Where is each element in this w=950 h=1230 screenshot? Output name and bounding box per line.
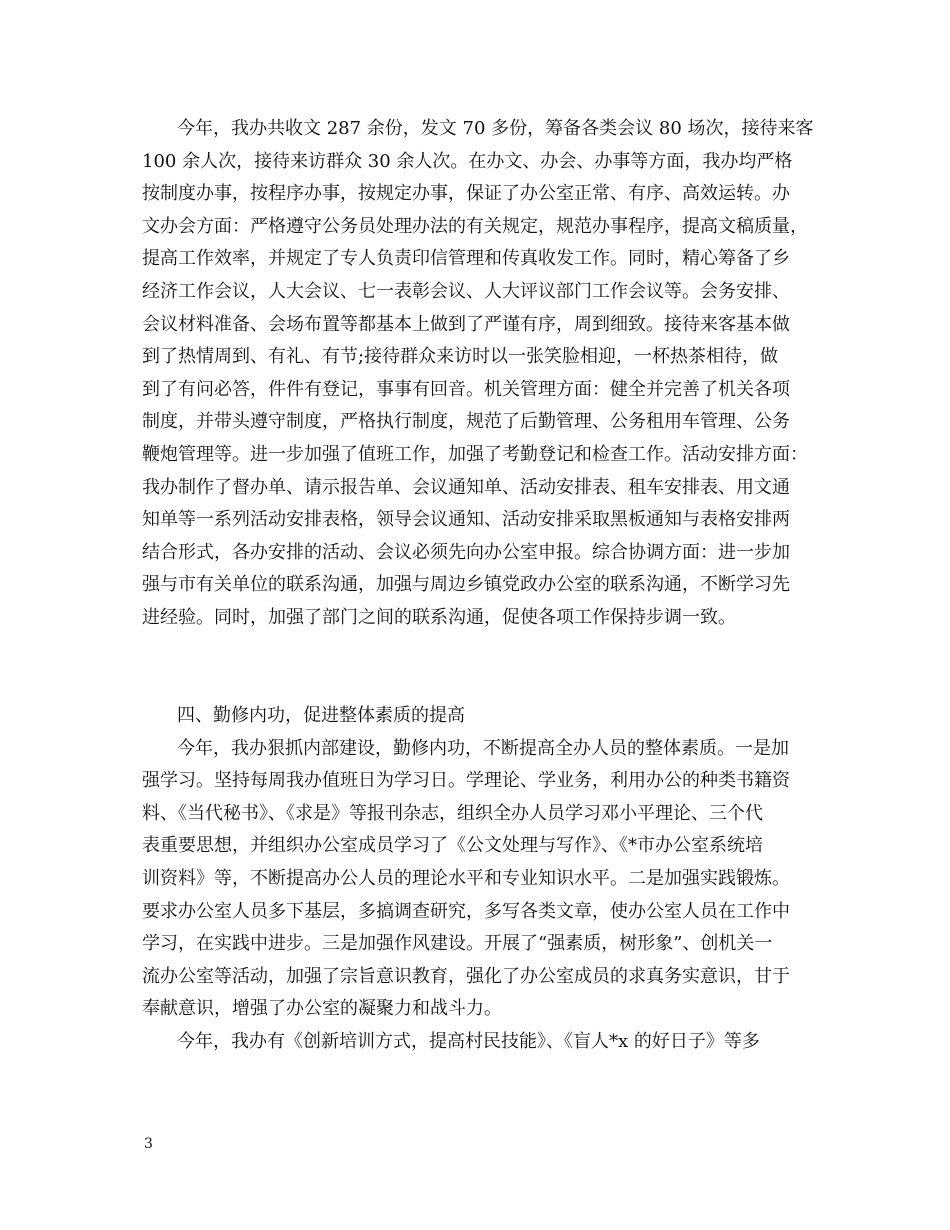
text-line: 按制度办事，按程序办事，按规定办事，保证了办公室正常、有序、高效运转。办 <box>142 183 790 205</box>
paragraph-publications <box>142 1026 822 1059</box>
paragraph-internal-building <box>142 733 822 1026</box>
text-line: 要求办公室人员多下基层，多搞调查研究，多写各类文章，使办公室人员在工作中 <box>142 900 790 922</box>
text-line: 学习，在实践中进步。三是加强作风建设。开展了“强素质，树形象”、创机关一 <box>142 933 773 955</box>
text-line: 进经验。同时，加强了部门之间的联系沟通，促使各项工作保持步调一致。 <box>142 606 736 628</box>
text-line: 到了有问必答，件件有登记，事事有回音。机关管理方面：健全并完善了机关各项 <box>142 378 790 400</box>
text-line: 制度，并带头遵守制度，严格执行制度，规范了后勤管理、公务租用车管理、公务 <box>142 411 790 433</box>
text-line: 强学习。坚持每周我办值班日为学习日。学理论、学业务，利用办公的种类书籍资 <box>142 770 790 792</box>
body-text-lower <box>142 700 822 1059</box>
text-line: 100 余人次，接待来访群众 30 余人次。在办文、办会、办事等方面，我办均严格 <box>142 150 793 172</box>
text-line: 强与市有关单位的联系沟通，加强与周边乡镇党政办公室的联系沟通，不断学习先 <box>142 574 790 596</box>
text-line: 今年，我办有《创新培训方式，提高村民技能》、《盲人*x 的好日子》等多 <box>177 1030 760 1052</box>
section-heading <box>142 700 822 733</box>
page-number: 3 <box>144 1136 153 1152</box>
text-line: 提高工作效率，并规定了专人负责印信管理和传真收发工作。同时，精心筹备了乡 <box>142 248 790 270</box>
text-line: 今年，我办狠抓内部建设，勤修内功，不断提高全办人员的整体素质。一是加 <box>177 737 789 759</box>
text-line: 料、《当代秘书》、《求是》等报刊杂志，组织全办人员学习邓小平理论、三个代 <box>142 802 763 824</box>
text-line: 鞭炮管理等。进一步加强了值班工作，加强了考勤登记和检查工作。活动安排方面： <box>142 443 808 465</box>
text-line: 训资料》等，不断提高办公人员的理论水平和专业知识水平。二是加强实践锻炼。 <box>142 867 790 889</box>
text-line: 表重要思想，并组织办公室成员学习了《公文处理与写作》、《*市办公室系统培 <box>142 835 763 857</box>
text-line: 今年，我办共收文 287 余份，发文 70 多份，筹备各类会议 80 场次，接待来客 <box>177 118 814 139</box>
text-line: 奉献意识，增强了办公室的凝聚力和战斗力。 <box>142 998 502 1020</box>
body-text-upper <box>142 113 822 635</box>
text-line: 文办会方面：严格遵守公务员处理办法的有关规定，规范办事程序，提高文稿质量， <box>142 215 808 237</box>
paragraph-office-work <box>142 113 822 635</box>
text-line: 知单等一系列活动安排表格，领导会议通知、活动安排采取黑板通知与表格安排两 <box>142 509 790 531</box>
text-line: 流办公室等活动，加强了宗旨意识教育，强化了办公室成员的求真务实意识，甘于 <box>142 965 790 987</box>
text-line: 结合形式，各办安排的活动、会议必须先向办公室申报。综合协调方面：进一步加 <box>142 541 790 563</box>
heading-line: 四、勤修内功，促进整体素质的提高 <box>177 705 465 726</box>
text-line: 我办制作了督办单、请示报告单、会议通知单、活动安排表、租车安排表、用文通 <box>142 476 790 498</box>
text-line: 会议材料准备、会场布置等都基本上做到了严谨有序，周到细致。接待来客基本做 <box>142 313 790 335</box>
text-line: 经济工作会议，人大会议、七一表彰会议、人大评议部门工作会议等。会务安排、 <box>142 280 790 302</box>
text-line: 到了热情周到、有礼、有节;接待群众来访时以一张笑脸相迎，一杯热茶相待，做 <box>142 346 779 368</box>
